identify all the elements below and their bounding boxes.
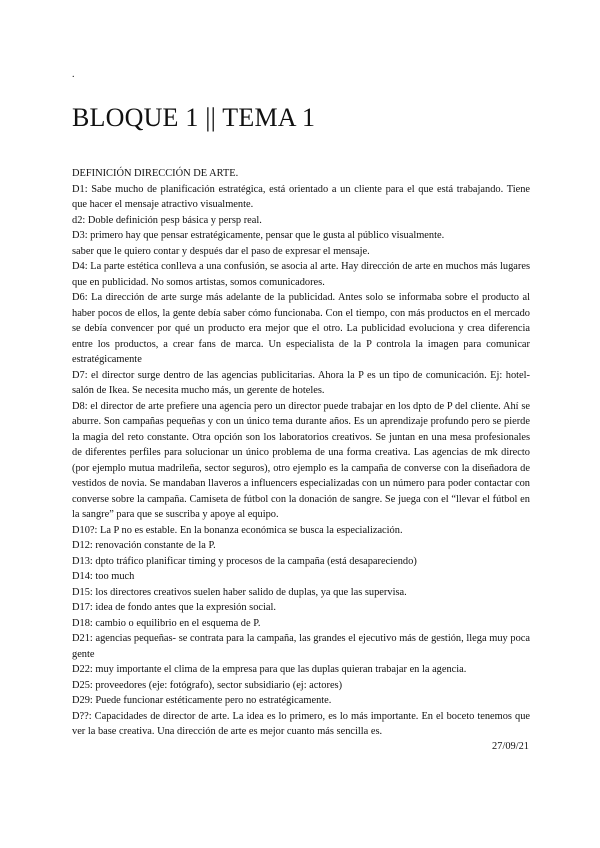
page-title: BLOQUE 1 || TEMA 1 (72, 103, 316, 132)
note-paragraph: D17: idea de fondo antes que la expresión social. (72, 602, 276, 613)
header-dot: . (72, 69, 75, 80)
date-stamp: 27/09/21 (492, 741, 529, 752)
note-paragraph: D22: muy importante el clima de la empresa para que las duplas quieran trabajar en la agencia. (72, 664, 467, 675)
note-paragraph: D15: los directores creativos suelen haber salido de duplas, ya que las supervisa. (72, 586, 407, 598)
note-paragraph: D18: cambio o equilibrio en el esquema de P. (72, 617, 261, 629)
note-paragraph: D??: Capacidades de director de arte. La idea es lo primero, es lo más importante. En el boceto tenemos que ver la base creativa. Una dirección de arte es mejor cuanto más sencilla es. (72, 710, 530, 737)
note-paragraph: D13: dpto tráfico planificar timing y procesos de la campaña (está desapareciendo) (72, 555, 417, 567)
notes-body (72, 166, 530, 740)
note-paragraph: D7: el director surge dentro de las agencias publicitarias. Ahora la P es un tipo de comunicación. Ej: hotel-salón de Ikea. Se necesita mucho más, un gerente de hoteles. (72, 369, 530, 396)
note-paragraph: D12: renovación constante de la P. (72, 540, 216, 551)
section-heading: DEFINICIÓN DIRECCIÓN DE ARTE. (72, 168, 239, 179)
note-paragraph: saber que le quiero contar y después dar el paso de expresar el mensaje. (72, 245, 370, 257)
note-paragraph: d2: Doble definición pesp básica y persp real. (72, 214, 262, 226)
note-paragraph: D29: Puede funcionar estéticamente pero no estratégicamente. (72, 695, 332, 706)
note-paragraph: D14: too much (72, 571, 135, 582)
note-paragraph: D25: proveedores (eje: fotógrafo), sector subsidiario (ej: actores) (72, 679, 343, 691)
note-paragraph: D21: agencias pequeñas- se contrata para la campaña, las grandes el ejecutivo más de gestión, llega muy poca gente (72, 633, 530, 660)
note-paragraph: D8: el director de arte prefiere una agencia pero un director puede trabajar en los dpto de P del cliente. Ahí se aburre. Son campañas pequeñas y con un único tema durante años. Es un aprendizaje profundo pero se pierde la magia del reto constante. Otra opción son los laboratorios creativos. Se juntan en una mesa profesionales de diferentes perfiles para solucionar un único problema de una forma creativa. Las agencias de mk directo (por ejemplo mutua madrileña, sector seguros), otro ejemplo es la campaña de converse con la diseñadora de vestidos de novia. Se mandaban llaveros a influencers especializadas con un número para poder contactar con converse sobre la campaña. Camiseta de fútbol con la donación de sangre. Se juega con el “llevar el fútbol en la sangre” para que se suscriba y apoye al equipo. (72, 400, 530, 520)
note-paragraph: D1: Sabe mucho de planificación estratégica, está orientado a un cliente para el que está trabajando. Tiene que hacer el mensaje atractivo visualmente. (72, 183, 530, 210)
note-paragraph: D4: La parte estética conlleva a una confusión, se asocia al arte. Hay dirección de arte en muchos más lugares que en publicidad. No somos artistas, somos comunicadores. (72, 261, 530, 288)
note-paragraph: D10?: La P no es estable. En la bonanza económica se busca la especialización. (72, 524, 403, 536)
note-paragraph: D3: primero hay que pensar estratégicamente, pensar que le gusta al público visualmente. (72, 230, 445, 241)
note-paragraph: D6: La dirección de arte surge más adelante de la publicidad. Antes solo se informaba sobre el producto al haber pocos de ellos, la gente debía saber cómo funcionaba. Con el tiempo, con más productos en el mercado se debía convencer por qué un producto era mejor que el otro. La publicidad evoluciona y crea diferencia entre los productos, a crear fans de marca. Un especialista de la P controla la imagen para comunicar estratégicamente (72, 292, 530, 365)
